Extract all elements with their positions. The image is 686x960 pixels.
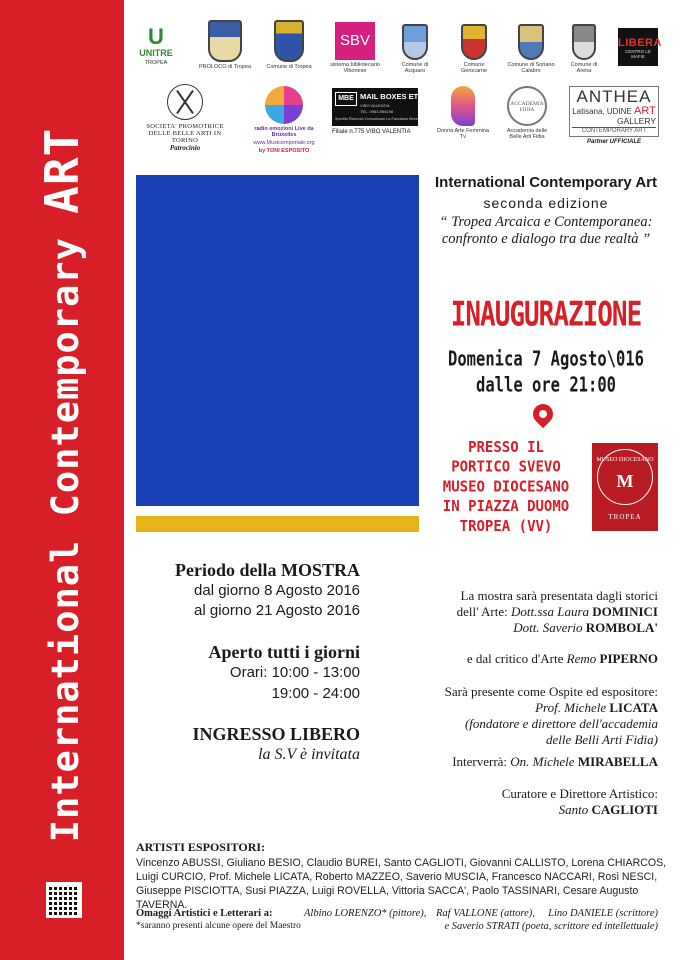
museo-diocesano-seal: MUSEO DIOCESANO M TROPEA (592, 443, 658, 531)
inaugurazione-time: dalle ore 21:00 (476, 373, 616, 397)
guest-block: Sarà presente come Ospite ed espositore: Prof. Michele LICATA (fondatore e direttore dell'accademia delle Belli Arti Fidia) (444, 684, 658, 747)
gerocarne-crest-icon (461, 24, 487, 60)
logo-unitre: U UNITRE TROPEA (136, 26, 176, 66)
opening-hours-evening: 19:00 - 24:00 (271, 685, 360, 702)
headphones-globe-icon (265, 86, 303, 124)
period-title: Periodo della MOSTRA (175, 560, 360, 580)
logo-comune-soriano: Comune di Soriano Calabro (506, 24, 556, 74)
vertical-title (35, 128, 89, 843)
inaugurazione-heading: INAUGURAZIONE (450, 295, 642, 335)
artists-title: ARTISTI ESPOSITORI: (136, 840, 266, 854)
logo-proloco: PROLOCO di Tropea (196, 20, 254, 70)
period-to: al giorno 21 Agosto 2016 (194, 602, 360, 619)
period-from: dal giorno 8 Agosto 2016 (194, 582, 360, 599)
logo-comune-acquaro: Comune di Acquaro (392, 24, 438, 74)
logo-comune-gerocarne: Comune Gerocarne (450, 24, 498, 74)
logo-anthea: ANTHEA Latisana, UDINE ART GALLERY CONTEMPORARY ART Partner UFFICIALE (569, 86, 659, 145)
omaggi-label: Omaggi Artistici e Letterari a: (136, 908, 273, 919)
open-days-title: Aperto tutti i giorni (208, 642, 360, 662)
artwork-blue-panel (136, 175, 419, 506)
unitre-mark-icon: U (148, 24, 164, 49)
inaugurazione-date: Domenica 7 Agosto\016 (448, 347, 644, 371)
museo-monogram-icon: M (616, 471, 634, 491)
soriano-crest-icon (518, 24, 544, 60)
event-theme-quote: “ Tropea Arcaica e Contemporanea: confronto e dialogo tra due realtà ” (439, 214, 653, 248)
proloco-crest-icon (208, 20, 242, 62)
accademia-seal-icon: ACCADEMIA FIDIA (507, 86, 547, 126)
vertical-title-main: International Contemporary (44, 213, 87, 843)
venue-address: PRESSO IL PORTICO SVEVO MUSEO DIOCESANO IN PIAZZA DUOMO TROPEA (VV) (442, 438, 570, 536)
omaggi-block: Omaggi Artistici e Letterari a: Albino LORENZO* (pittore), Raf VALLONE (attore), Lino DANIELE (scrittore) *saranno presenti alcune opere del Maestro e Saverio STRATI (poeta, scrittore ed intellettuale) (136, 908, 658, 932)
qr-code[interactable] (46, 882, 82, 918)
tropea-crest-icon (274, 20, 304, 62)
qr-pattern-icon (49, 885, 79, 915)
invitation-text: la S.V è invitata (258, 746, 360, 763)
speaker-line: Interverrà: On. Michele MIRABELLA (452, 754, 658, 769)
omaggi-note: *saranno presenti alcune opere del Maestro (136, 921, 301, 931)
critic-line: e dal critico d'Arte Remo PIPERNO (466, 651, 658, 666)
logo-comune-arena: Comune di Arena (564, 24, 604, 74)
logo-sbv: SBV sistema bibliotecario Vibonese (330, 22, 380, 74)
presenters-block: La mostra sarà presentata dagli storici dell' Arte: Dott.ssa Laura DOMINICI Dott. Saverio ROMBOLA' (456, 588, 658, 635)
free-entry-title: INGRESSO LIBERO (192, 724, 360, 744)
event-edition: seconda edizione (483, 195, 609, 211)
logo-radio-emozioni: radio emozioni Live da Bruxelles www.Musicemporiale.org by TONI ESPOSITO (246, 86, 322, 154)
logo-accademia-fidia: ACCADEMIA FIDIA Accademia delle Belle Arti Fidia (500, 86, 554, 140)
curator-block: Curatore e Direttore Artistico: Santo CAGLIOTI (501, 786, 658, 817)
event-title: International Contemporary Art (435, 174, 657, 191)
vertical-title-art: ART (35, 127, 89, 214)
logo-libera: LIBERA CENTRO LE MAFIE (618, 28, 658, 66)
opening-hours-morning: Orari: 10:00 - 13:00 (229, 664, 360, 681)
logo-societa-promotrice: SOCIETA' PROMOTRICE DELLE BELLE ARTI IN TORINO Patrocinio (136, 84, 234, 152)
location-pin-icon (529, 400, 557, 428)
acquaro-crest-icon (402, 24, 428, 60)
artwork-yellow-strip (136, 516, 419, 532)
logo-donna-arte: Donna Arte Femmina Tv (436, 86, 490, 140)
artists-list: Vincenzo ABUSSI, Giuliano BESIO, Claudio BUREI, Santo CAGLIOTI, Giovanni CALLISTO, Lorena CHIARCOS, Luigi CURCIO, Prof. Michele LICATA, Roberto MAZZEO, Saverio MUSCIA, Francesco NACCARI, Rosi NESCI, Giuseppe PISCIOTTA, Susi PIAZZA, Luigi ROVELLA, Vittoria SACCA', Paolo TASSINARI, Cesare Augusto TAVERNA. (136, 857, 667, 911)
logo-mail-boxes: MBE MAIL BOXES ETC. VIBO VALENTIA TEL. 0963-966198 Spedito Ricevuto Comunicare La Facciamo Bene Filiale n.775 VIBO VALENTIA (332, 88, 420, 135)
donna-arte-figure-icon (451, 86, 475, 126)
logo-comune-tropea: Comune di Tropea (266, 20, 312, 70)
societa-emblem-icon (167, 84, 203, 120)
arena-crest-icon (572, 24, 596, 60)
